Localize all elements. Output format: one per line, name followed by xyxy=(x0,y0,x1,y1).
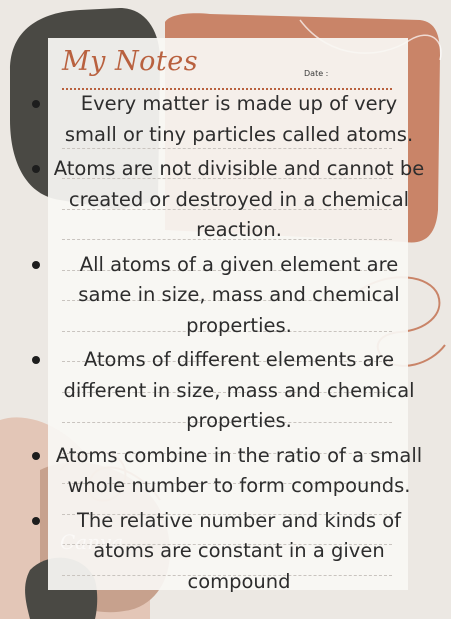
note-text: All atoms of a given element are same in size, mass and chemical properties. xyxy=(78,252,400,337)
note-item xyxy=(24,250,426,342)
note-item xyxy=(24,89,426,150)
note-text: The relative number and kinds of atoms are constant in a given compound xyxy=(76,508,401,593)
canva-watermark: Canva xyxy=(60,530,124,554)
note-text: Every matter is made up of very small or tiny particles called atoms. xyxy=(64,92,414,146)
bullet-icon xyxy=(32,452,40,460)
bullet-icon xyxy=(32,356,40,364)
notes-title: My Notes xyxy=(62,46,199,77)
note-text: Atoms of different elements are different in size, mass and chemical properties. xyxy=(63,348,415,432)
note-item xyxy=(24,441,426,502)
bullet-icon xyxy=(32,100,40,108)
bullet-icon xyxy=(32,517,40,525)
note-item xyxy=(24,154,426,246)
bullet-icon xyxy=(32,165,40,173)
note-item xyxy=(24,345,426,437)
note-text: Atoms combine in the ratio of a small whole number to form compounds. xyxy=(55,443,423,497)
note-item xyxy=(24,506,426,598)
bullet-icon xyxy=(32,261,40,269)
notes-list xyxy=(24,89,426,601)
date-label: Date : xyxy=(304,69,329,78)
note-text: Atoms are not divisible and cannot be created or destroyed in a chemical reaction. xyxy=(53,157,425,241)
